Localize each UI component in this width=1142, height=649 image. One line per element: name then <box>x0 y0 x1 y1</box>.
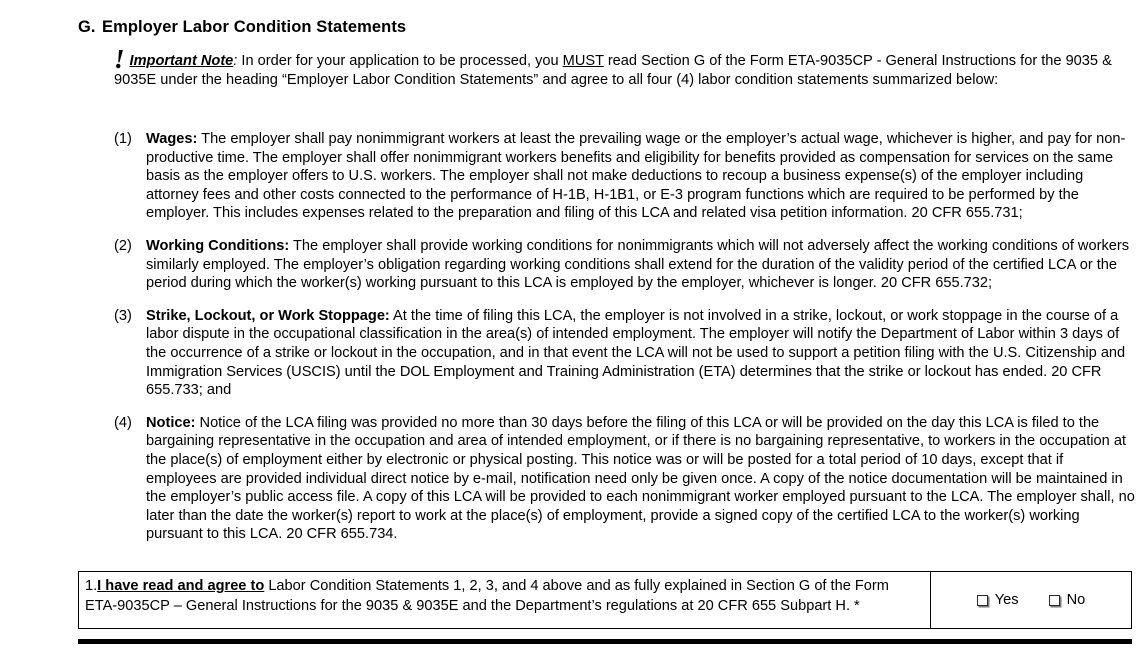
important-note-colon: : <box>233 53 238 69</box>
statement-body: At the time of filing this LCA, the employer is not involved in a strike, lockout, or work stoppage in the course of a labor dispute in the occupational classification in the area(s) of intended employment. The employer will notify the Department of Labor within 3 days of the occurrence of a strike or lockout in the occupation, and in that event the LCA will not be used to support a petition filing with the U.S. Citizenship and Immigration Services (USCIS) until the DOL Employment and Training Administration (ETA) determines that the strike or lockout has ended. 20 CFR 655.733; and <box>146 307 1126 399</box>
statement-number: (1) <box>114 131 132 147</box>
statement-lead-label: Strike, Lockout, or Work Stoppage: <box>146 307 390 324</box>
checkbox-icon-yes[interactable] <box>977 595 988 606</box>
important-note-text-1: In order for your application to be processed, you <box>237 53 563 69</box>
important-note-block <box>114 44 1134 89</box>
statement-lead-label: Working Conditions: <box>146 237 290 254</box>
section-letter: G. <box>78 18 96 36</box>
statement-body: The employer shall pay nonimmigrant workers at least the prevailing wage or the employer’s actual wage, whichever is higher, and pay for non-productive time. The employer shall offer nonimmigrant workers benefits and eligibility for benefits provided as compensation for services on the same basis as the employer offers to U.S. workers. The employer shall not make deductions to recoup a business expense(s) of the employer including attorney fees and other costs connected to the performance of H-1B, H-1B1, or E-3 program functions which are required to be performed by the employer. This includes expenses related to the preparation and filing of this LCA and related visa petition information. 20 CFR 655.731; <box>146 131 1126 222</box>
must-emphasis: MUST <box>562 53 604 69</box>
agreement-body: Labor Condition Statements 1, 2, 3, and 4 above and as fully explained in Section G of the Form ETA-9035CP – General Instructions for the 9035 & 9035E and the Department’s regulations at 20 CFR 655 Subpart H. * <box>85 578 889 614</box>
statement-body: Notice of the LCA filing was provided no more than 30 days before the filing of this LCA or will be provided on the day this LCA is filed to the bargaining representative in the occupation and area of intended employment, or if there is no bargaining representative, to workers in the occupation at the place(s) of employment either by electronic or physical posting. This notice was or will be posted for a total period of 10 days, except that if employees are provided individual direct notice by e-mail, notification need only be given once. A copy of the notice documentation will be maintained in the employer’s public access file. A copy of this LCA will be provided to each nonimmigrant worker employed pursuant to the LCA. The employer shall, no later than the date the worker(s) report to work at the place(s) of employment, provide a signed copy of the certified LCA to the worker(s) working pursuant to this LCA. 20 CFR 655.734. <box>146 414 1135 543</box>
important-note-label: Important Note <box>129 53 234 69</box>
section-heading <box>78 18 406 37</box>
statement-item <box>114 307 1136 400</box>
statement-lead-label: Wages: <box>146 131 198 147</box>
bottom-divider <box>78 639 1132 644</box>
agreement-text-cell <box>79 572 930 628</box>
agreement-no-option[interactable] <box>1049 592 1086 608</box>
agreement-yes-option[interactable] <box>977 592 1019 608</box>
statement-item <box>114 130 1136 223</box>
agreement-no-label: No <box>1066 592 1086 608</box>
important-note-text-2: read Section G of the Form ETA-9035CP - General Instructions for the 9035 & 9035E under the heading “Employer Labor Condition Statements” and agree to all four (4) labor condition statements summarized below: <box>114 53 1112 88</box>
agreement-index: 1. <box>85 578 98 594</box>
agreement-checkbox-cell <box>930 572 1131 628</box>
page-title: Employer Labor Condition Statements <box>102 18 407 36</box>
statement-number: (2) <box>114 237 132 254</box>
checkbox-icon-no[interactable] <box>1049 595 1060 606</box>
labor-condition-statements-list <box>114 130 1136 544</box>
statement-item <box>114 237 1136 293</box>
agreement-box <box>78 571 1132 629</box>
agreement-yes-label: Yes <box>994 592 1019 608</box>
exclamation-mark-icon: ! <box>114 44 125 74</box>
statement-number: (4) <box>114 414 132 431</box>
statement-number: (3) <box>114 307 132 324</box>
statement-lead-label: Notice: <box>146 414 196 431</box>
agreement-lead-label: I have read and agree to <box>97 578 265 594</box>
statement-body: The employer shall provide working conditions for nonimmigrants which will not adversely affect the working conditions of workers similarly employed. The employer’s obligation regarding working conditions shall extend for the duration of the validity period of the certified LCA or the period during which the worker(s) working pursuant to this LCA is employed by the employer, whichever is longer. 20 CFR 655.732; <box>146 237 1130 292</box>
statement-item <box>114 414 1136 544</box>
